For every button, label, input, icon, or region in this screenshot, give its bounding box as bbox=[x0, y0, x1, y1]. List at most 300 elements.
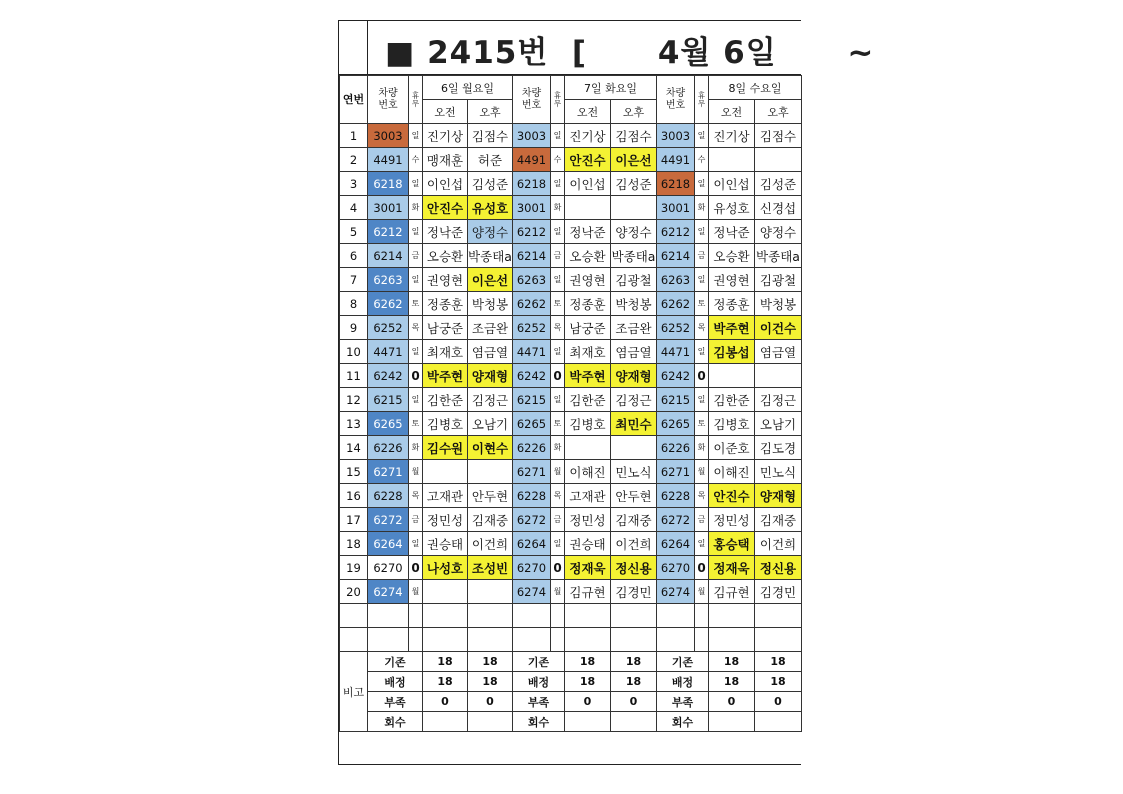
empty-cell bbox=[409, 628, 423, 652]
am-driver-cell: 이인섭 bbox=[423, 172, 468, 196]
am-driver-cell: 김규현 bbox=[565, 580, 611, 604]
empty-cell bbox=[468, 628, 513, 652]
rest-day-cell: 0 bbox=[695, 364, 709, 388]
rest-day-cell: 화 bbox=[551, 196, 565, 220]
empty-cell bbox=[409, 604, 423, 628]
am-driver-cell: 정민성 bbox=[709, 508, 755, 532]
am-driver-cell: 권영현 bbox=[565, 268, 611, 292]
pm-driver-cell: 이은선 bbox=[468, 268, 513, 292]
am-driver-cell: 정종훈 bbox=[565, 292, 611, 316]
car-number-cell: 4471 bbox=[368, 340, 409, 364]
pm-driver-cell: 양정수 bbox=[468, 220, 513, 244]
pm-driver-cell: 허준 bbox=[468, 148, 513, 172]
pm-driver-cell: 이건희 bbox=[755, 532, 802, 556]
row-number-cell: 14 bbox=[340, 436, 368, 460]
header-pm-2: 오후 bbox=[611, 100, 657, 124]
empty-cell bbox=[709, 628, 755, 652]
pm-driver-cell bbox=[755, 364, 802, 388]
car-number-cell: 4491 bbox=[657, 148, 695, 172]
pm-driver-cell: 김도경 bbox=[755, 436, 802, 460]
pm-driver-cell: 양정수 bbox=[755, 220, 802, 244]
empty-cell bbox=[695, 604, 709, 628]
am-driver-cell: 안진수 bbox=[565, 148, 611, 172]
rest-day-cell: 화 bbox=[409, 436, 423, 460]
car-number-cell: 6218 bbox=[513, 172, 551, 196]
am-driver-cell: 권승태 bbox=[565, 532, 611, 556]
rest-day-cell: 토 bbox=[695, 412, 709, 436]
am-driver-cell: 이인섭 bbox=[565, 172, 611, 196]
car-number-cell: 6228 bbox=[368, 484, 409, 508]
header-pm-3: 오후 bbox=[755, 100, 802, 124]
pm-driver-cell: 김경민 bbox=[755, 580, 802, 604]
header-day-2: 7일 화요일 bbox=[565, 76, 657, 100]
pm-driver-cell: 조성빈 bbox=[468, 556, 513, 580]
pm-driver-cell: 김정근 bbox=[755, 388, 802, 412]
rest-day-cell: 월 bbox=[409, 460, 423, 484]
am-driver-cell: 남궁준 bbox=[565, 316, 611, 340]
summary-value-am: 0 bbox=[423, 692, 468, 712]
summary-value-am bbox=[423, 712, 468, 732]
am-driver-cell bbox=[709, 364, 755, 388]
rest-day-cell: 금 bbox=[551, 244, 565, 268]
row-number-cell: 6 bbox=[340, 244, 368, 268]
car-number-cell: 3001 bbox=[513, 196, 551, 220]
pm-driver-cell: 정신용 bbox=[611, 556, 657, 580]
am-driver-cell: 오승환 bbox=[709, 244, 755, 268]
car-number-cell: 6228 bbox=[657, 484, 695, 508]
row-number-cell: 9 bbox=[340, 316, 368, 340]
row-number-cell: 8 bbox=[340, 292, 368, 316]
car-number-cell: 6263 bbox=[368, 268, 409, 292]
pm-driver-cell: 박청봉 bbox=[755, 292, 802, 316]
am-driver-cell: 김한준 bbox=[565, 388, 611, 412]
pm-driver-cell: 박종태a bbox=[611, 244, 657, 268]
table-row bbox=[340, 484, 802, 508]
am-driver-cell: 나성호 bbox=[423, 556, 468, 580]
car-number-cell: 6272 bbox=[513, 508, 551, 532]
summary-label: 기존 bbox=[513, 652, 565, 672]
rest-day-cell: 일 bbox=[409, 124, 423, 148]
summary-label: 회수 bbox=[368, 712, 423, 732]
summary-label: 회수 bbox=[513, 712, 565, 732]
summary-row bbox=[340, 672, 802, 692]
pm-driver-cell bbox=[611, 196, 657, 220]
header-day-3: 8일 수요일 bbox=[709, 76, 802, 100]
am-driver-cell: 홍승택 bbox=[709, 532, 755, 556]
header-rest-3: 휴무 bbox=[695, 76, 709, 124]
car-number-cell: 6252 bbox=[368, 316, 409, 340]
empty-cell bbox=[565, 604, 611, 628]
car-number-cell: 6274 bbox=[368, 580, 409, 604]
summary-label: 부족 bbox=[513, 692, 565, 712]
row-number-cell: 18 bbox=[340, 532, 368, 556]
am-driver-cell: 권승태 bbox=[423, 532, 468, 556]
am-driver-cell bbox=[423, 460, 468, 484]
empty-cell bbox=[709, 604, 755, 628]
pm-driver-cell: 이건수 bbox=[755, 316, 802, 340]
car-number-cell: 3001 bbox=[657, 196, 695, 220]
rest-day-cell: 목 bbox=[695, 484, 709, 508]
am-driver-cell: 유성호 bbox=[709, 196, 755, 220]
car-number-cell: 6212 bbox=[513, 220, 551, 244]
pm-driver-cell: 이현수 bbox=[468, 436, 513, 460]
rest-day-cell: 목 bbox=[695, 316, 709, 340]
pm-driver-cell: 양재형 bbox=[611, 364, 657, 388]
rest-day-cell: 토 bbox=[551, 292, 565, 316]
am-driver-cell: 박주현 bbox=[709, 316, 755, 340]
row-number-cell: 13 bbox=[340, 412, 368, 436]
car-number-cell: 3003 bbox=[513, 124, 551, 148]
car-number-cell: 6271 bbox=[368, 460, 409, 484]
pm-driver-cell: 김광철 bbox=[755, 268, 802, 292]
am-driver-cell bbox=[565, 196, 611, 220]
summary-value-pm: 0 bbox=[468, 692, 513, 712]
am-driver-cell: 김한준 bbox=[709, 388, 755, 412]
empty-cell bbox=[551, 604, 565, 628]
pm-driver-cell: 김점수 bbox=[468, 124, 513, 148]
header-no: 연번 bbox=[340, 76, 368, 124]
am-driver-cell: 김봉섭 bbox=[709, 340, 755, 364]
pm-driver-cell: 최민수 bbox=[611, 412, 657, 436]
car-number-cell: 6270 bbox=[368, 556, 409, 580]
car-number-cell: 6265 bbox=[513, 412, 551, 436]
empty-cell bbox=[368, 628, 409, 652]
rest-day-cell: 목 bbox=[551, 316, 565, 340]
am-driver-cell: 정재욱 bbox=[565, 556, 611, 580]
summary-value-am: 18 bbox=[709, 672, 755, 692]
row-number-cell: 12 bbox=[340, 388, 368, 412]
title-row bbox=[339, 21, 875, 75]
am-driver-cell: 이해진 bbox=[565, 460, 611, 484]
summary-value-pm: 18 bbox=[468, 652, 513, 672]
am-driver-cell: 김병호 bbox=[423, 412, 468, 436]
rest-day-cell: 수 bbox=[695, 148, 709, 172]
am-driver-cell: 정낙준 bbox=[709, 220, 755, 244]
am-driver-cell: 권영현 bbox=[709, 268, 755, 292]
rest-day-cell: 일 bbox=[409, 388, 423, 412]
rest-day-cell: 월 bbox=[551, 460, 565, 484]
pm-driver-cell: 염금열 bbox=[468, 340, 513, 364]
am-driver-cell: 이준호 bbox=[709, 436, 755, 460]
rest-day-cell: 금 bbox=[409, 244, 423, 268]
empty-cell bbox=[423, 628, 468, 652]
am-driver-cell: 박주현 bbox=[423, 364, 468, 388]
row-number-cell: 17 bbox=[340, 508, 368, 532]
rest-day-cell: 일 bbox=[695, 124, 709, 148]
summary-label: 기존 bbox=[657, 652, 709, 672]
pm-driver-cell bbox=[468, 460, 513, 484]
pm-driver-cell: 김정근 bbox=[611, 388, 657, 412]
car-number-cell: 6272 bbox=[368, 508, 409, 532]
empty-cell bbox=[340, 604, 368, 628]
am-driver-cell: 진기상 bbox=[423, 124, 468, 148]
summary-row bbox=[340, 692, 802, 712]
pm-driver-cell: 안두현 bbox=[611, 484, 657, 508]
rest-day-cell: 일 bbox=[551, 220, 565, 244]
empty-cell bbox=[340, 628, 368, 652]
empty-cell bbox=[611, 604, 657, 628]
table-row bbox=[340, 244, 802, 268]
summary-value-am: 18 bbox=[565, 652, 611, 672]
am-driver-cell: 김한준 bbox=[423, 388, 468, 412]
rest-day-cell: 토 bbox=[695, 292, 709, 316]
summary-value-pm: 18 bbox=[755, 652, 802, 672]
car-number-cell: 6270 bbox=[657, 556, 695, 580]
pm-driver-cell: 김재중 bbox=[755, 508, 802, 532]
pm-driver-cell: 양재형 bbox=[468, 364, 513, 388]
rest-day-cell: 목 bbox=[409, 316, 423, 340]
car-number-cell: 6242 bbox=[657, 364, 695, 388]
table-row bbox=[340, 580, 802, 604]
am-driver-cell: 정낙준 bbox=[565, 220, 611, 244]
summary-value-am: 18 bbox=[565, 672, 611, 692]
summary-value-pm: 18 bbox=[468, 672, 513, 692]
car-number-cell: 6271 bbox=[513, 460, 551, 484]
pm-driver-cell: 김정근 bbox=[468, 388, 513, 412]
table-row bbox=[340, 316, 802, 340]
row-number-cell: 10 bbox=[340, 340, 368, 364]
am-driver-cell: 고재관 bbox=[565, 484, 611, 508]
rest-day-cell: 일 bbox=[551, 172, 565, 196]
car-number-cell: 6242 bbox=[368, 364, 409, 388]
table-row bbox=[340, 412, 802, 436]
car-number-cell: 6212 bbox=[368, 220, 409, 244]
summary-label: 기존 bbox=[368, 652, 423, 672]
rest-day-cell: 금 bbox=[551, 508, 565, 532]
pm-driver-cell bbox=[755, 148, 802, 172]
empty-cell bbox=[468, 604, 513, 628]
empty-cell bbox=[423, 604, 468, 628]
am-driver-cell: 최재호 bbox=[423, 340, 468, 364]
rest-day-cell: 화 bbox=[695, 196, 709, 220]
am-driver-cell: 김규현 bbox=[709, 580, 755, 604]
table-row bbox=[340, 436, 802, 460]
car-number-cell: 6252 bbox=[657, 316, 695, 340]
pm-driver-cell: 유성호 bbox=[468, 196, 513, 220]
summary-row bbox=[340, 712, 802, 732]
pm-driver-cell: 양재형 bbox=[755, 484, 802, 508]
car-number-cell: 6215 bbox=[513, 388, 551, 412]
empty-cell bbox=[565, 628, 611, 652]
car-number-cell: 6214 bbox=[368, 244, 409, 268]
rest-day-cell: 목 bbox=[551, 484, 565, 508]
pm-driver-cell: 염금열 bbox=[611, 340, 657, 364]
empty-cell bbox=[551, 628, 565, 652]
table-row bbox=[340, 556, 802, 580]
am-driver-cell: 안진수 bbox=[423, 196, 468, 220]
rest-day-cell: 일 bbox=[551, 268, 565, 292]
rest-day-cell: 0 bbox=[551, 364, 565, 388]
rest-day-cell: 0 bbox=[695, 556, 709, 580]
am-driver-cell: 고재관 bbox=[423, 484, 468, 508]
row-number-cell: 2 bbox=[340, 148, 368, 172]
row-number-cell: 11 bbox=[340, 364, 368, 388]
pm-driver-cell: 김성준 bbox=[611, 172, 657, 196]
table-row bbox=[340, 460, 802, 484]
pm-driver-cell: 김재중 bbox=[611, 508, 657, 532]
remarks-label: 비고 bbox=[340, 652, 368, 732]
summary-value-pm: 0 bbox=[755, 692, 802, 712]
row-number-cell: 3 bbox=[340, 172, 368, 196]
table-row bbox=[340, 124, 802, 148]
car-number-cell: 6252 bbox=[513, 316, 551, 340]
car-number-cell: 6265 bbox=[657, 412, 695, 436]
summary-value-pm: 18 bbox=[611, 672, 657, 692]
summary-value-pm: 0 bbox=[611, 692, 657, 712]
table-row bbox=[340, 148, 802, 172]
car-number-cell: 6262 bbox=[657, 292, 695, 316]
summary-label: 배정 bbox=[513, 672, 565, 692]
rest-day-cell: 월 bbox=[695, 460, 709, 484]
empty-cell bbox=[657, 628, 695, 652]
pm-driver-cell: 안두현 bbox=[468, 484, 513, 508]
pm-driver-cell: 박종태a bbox=[468, 244, 513, 268]
car-number-cell: 6263 bbox=[657, 268, 695, 292]
row-number-cell: 16 bbox=[340, 484, 368, 508]
table-row bbox=[340, 172, 802, 196]
table-row bbox=[340, 220, 802, 244]
rest-day-cell: 일 bbox=[695, 220, 709, 244]
pm-driver-cell: 김점수 bbox=[755, 124, 802, 148]
rest-day-cell: 0 bbox=[409, 556, 423, 580]
summary-label: 회수 bbox=[657, 712, 709, 732]
pm-driver-cell: 박청봉 bbox=[468, 292, 513, 316]
row-number-cell: 5 bbox=[340, 220, 368, 244]
schedule-rows bbox=[340, 124, 802, 652]
car-number-cell: 6218 bbox=[657, 172, 695, 196]
car-number-cell: 6265 bbox=[368, 412, 409, 436]
am-driver-cell: 정민성 bbox=[423, 508, 468, 532]
car-number-cell: 6214 bbox=[513, 244, 551, 268]
pm-driver-cell: 양정수 bbox=[611, 220, 657, 244]
car-number-cell: 6274 bbox=[657, 580, 695, 604]
rest-day-cell: 월 bbox=[695, 580, 709, 604]
car-number-cell: 6242 bbox=[513, 364, 551, 388]
header-pm-1: 오후 bbox=[468, 100, 513, 124]
rest-day-cell: 화 bbox=[409, 196, 423, 220]
rest-day-cell: 일 bbox=[551, 532, 565, 556]
rest-day-cell: 일 bbox=[695, 340, 709, 364]
row-number-cell: 19 bbox=[340, 556, 368, 580]
empty-cell bbox=[611, 628, 657, 652]
car-number-cell: 3003 bbox=[657, 124, 695, 148]
table-row bbox=[340, 340, 802, 364]
summary-value-am: 18 bbox=[423, 672, 468, 692]
summary-value-am: 0 bbox=[709, 692, 755, 712]
summary-rows bbox=[340, 652, 802, 732]
car-number-cell: 6214 bbox=[657, 244, 695, 268]
empty-row bbox=[340, 628, 802, 652]
pm-driver-cell: 김광철 bbox=[611, 268, 657, 292]
summary-value-pm bbox=[611, 712, 657, 732]
rest-day-cell: 일 bbox=[695, 532, 709, 556]
rest-day-cell: 토 bbox=[409, 292, 423, 316]
rest-day-cell: 금 bbox=[409, 508, 423, 532]
car-number-cell: 4471 bbox=[657, 340, 695, 364]
rest-day-cell: 금 bbox=[695, 244, 709, 268]
pm-driver-cell: 오남기 bbox=[755, 412, 802, 436]
am-driver-cell: 김병호 bbox=[709, 412, 755, 436]
rest-day-cell: 목 bbox=[409, 484, 423, 508]
pm-driver-cell: 염금열 bbox=[755, 340, 802, 364]
rest-day-cell: 화 bbox=[551, 436, 565, 460]
am-driver-cell: 박주현 bbox=[565, 364, 611, 388]
rest-day-cell: 수 bbox=[551, 148, 565, 172]
table-row bbox=[340, 364, 802, 388]
am-driver-cell: 진기상 bbox=[565, 124, 611, 148]
table-row bbox=[340, 532, 802, 556]
am-driver-cell: 정낙준 bbox=[423, 220, 468, 244]
car-number-cell: 6262 bbox=[513, 292, 551, 316]
empty-cell bbox=[755, 628, 802, 652]
car-number-cell: 6262 bbox=[368, 292, 409, 316]
rest-day-cell: 일 bbox=[409, 268, 423, 292]
car-number-cell: 3001 bbox=[368, 196, 409, 220]
header-am-3: 오전 bbox=[709, 100, 755, 124]
rest-day-cell: 일 bbox=[409, 532, 423, 556]
empty-cell bbox=[755, 604, 802, 628]
rest-day-cell: 일 bbox=[551, 340, 565, 364]
header-car-2: 차량 번호 bbox=[513, 76, 551, 124]
summary-label: 배정 bbox=[368, 672, 423, 692]
car-number-cell: 6212 bbox=[657, 220, 695, 244]
rest-day-cell: 월 bbox=[551, 580, 565, 604]
pm-driver-cell bbox=[468, 580, 513, 604]
header-am-2: 오전 bbox=[565, 100, 611, 124]
empty-cell bbox=[368, 604, 409, 628]
table-row bbox=[340, 292, 802, 316]
am-driver-cell: 정민성 bbox=[565, 508, 611, 532]
page-title: ■ 2415번 [ 4월 6일 ~ bbox=[385, 35, 875, 71]
summary-value-am: 18 bbox=[709, 652, 755, 672]
rest-day-cell: 일 bbox=[551, 124, 565, 148]
am-driver-cell bbox=[709, 148, 755, 172]
am-driver-cell: 이인섭 bbox=[709, 172, 755, 196]
summary-value-pm: 18 bbox=[611, 652, 657, 672]
car-number-cell: 6263 bbox=[513, 268, 551, 292]
table-row bbox=[340, 196, 802, 220]
rest-day-cell: 일 bbox=[695, 268, 709, 292]
rest-day-cell: 일 bbox=[409, 340, 423, 364]
pm-driver-cell: 김재중 bbox=[468, 508, 513, 532]
summary-value-pm bbox=[468, 712, 513, 732]
summary-label: 부족 bbox=[657, 692, 709, 712]
empty-row bbox=[340, 604, 802, 628]
pm-driver-cell: 이은선 bbox=[611, 148, 657, 172]
rest-day-cell: 0 bbox=[551, 556, 565, 580]
car-number-cell: 6270 bbox=[513, 556, 551, 580]
am-driver-cell: 김병호 bbox=[565, 412, 611, 436]
pm-driver-cell: 박종태a bbox=[755, 244, 802, 268]
pm-driver-cell: 김성준 bbox=[468, 172, 513, 196]
rest-day-cell: 일 bbox=[409, 172, 423, 196]
header-car-1: 차량 번호 bbox=[368, 76, 409, 124]
car-number-cell: 6215 bbox=[657, 388, 695, 412]
pm-driver-cell: 김성준 bbox=[755, 172, 802, 196]
row-number-cell: 4 bbox=[340, 196, 368, 220]
am-driver-cell: 오승환 bbox=[565, 244, 611, 268]
pm-driver-cell: 민노식 bbox=[611, 460, 657, 484]
car-number-cell: 6226 bbox=[657, 436, 695, 460]
rest-day-cell: 일 bbox=[409, 220, 423, 244]
header-car-3: 차량 번호 bbox=[657, 76, 695, 124]
summary-row bbox=[340, 652, 802, 672]
car-number-cell: 6271 bbox=[657, 460, 695, 484]
empty-cell bbox=[657, 604, 695, 628]
header-rest-1: 휴무 bbox=[409, 76, 423, 124]
summary-value-pm: 18 bbox=[755, 672, 802, 692]
table-row bbox=[340, 388, 802, 412]
